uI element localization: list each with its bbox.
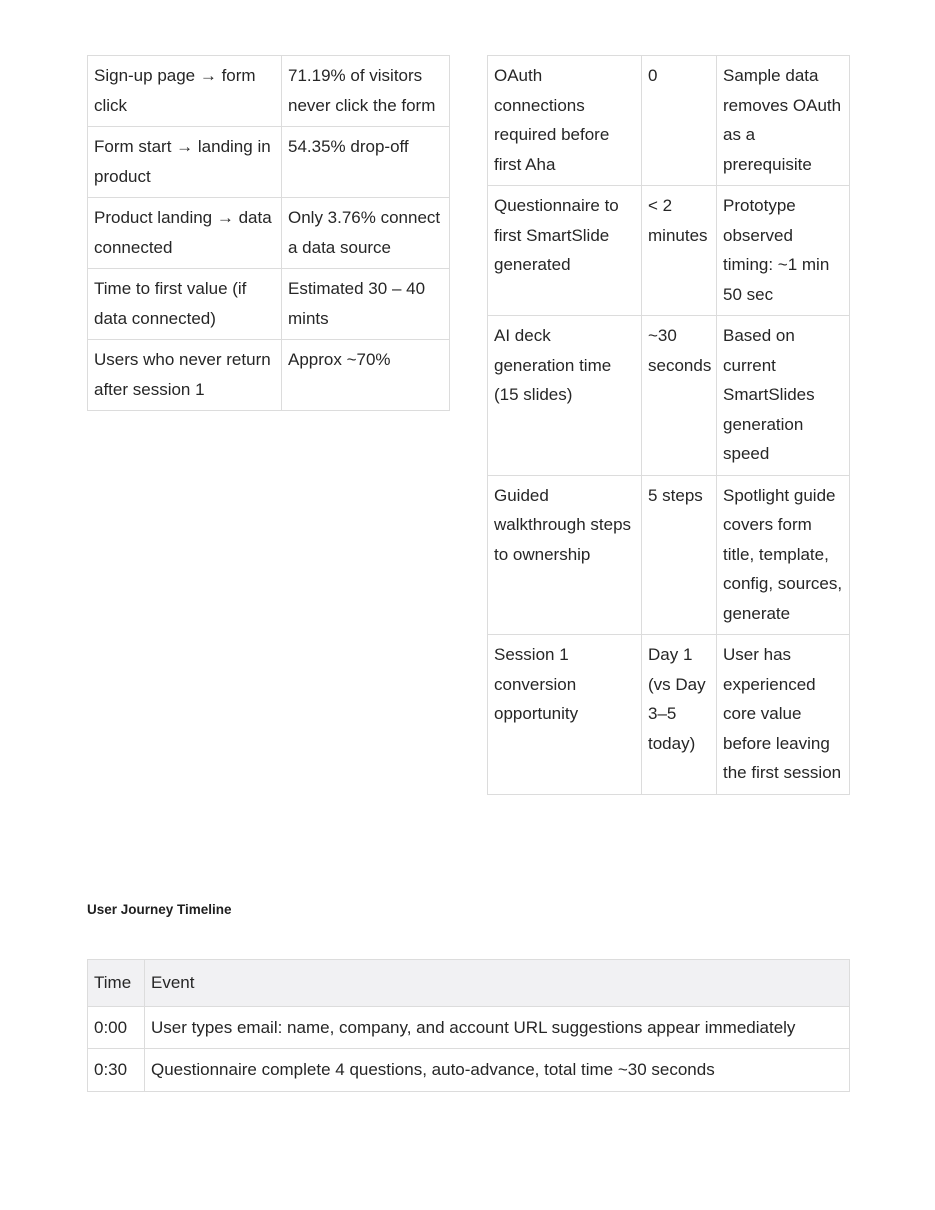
table-row xyxy=(88,127,450,198)
table-cell: Only 3.76% connect a data source xyxy=(282,198,450,269)
table-cell: Questionnaire complete 4 questions, auto-advance, total time ~30 seconds xyxy=(145,1049,850,1092)
funnel-metrics-table xyxy=(87,55,450,411)
user-journey-timeline-table xyxy=(87,959,850,1092)
table-cell: Spotlight guide covers form title, template, config, sources, generate xyxy=(717,475,850,635)
table-cell: 0 xyxy=(642,56,717,186)
table-header-row xyxy=(88,960,850,1007)
table-cell: Sign-up page → form click xyxy=(88,56,282,127)
table-row xyxy=(488,635,850,795)
table-row xyxy=(88,56,450,127)
table-cell: 71.19% of visitors never click the form xyxy=(282,56,450,127)
table-cell: 0:00 xyxy=(88,1006,145,1049)
table-row xyxy=(88,1006,850,1049)
table-row xyxy=(488,56,850,186)
table-cell: 0:30 xyxy=(88,1049,145,1092)
table-row xyxy=(488,475,850,635)
table-cell: Approx ~70% xyxy=(282,340,450,411)
table-cell: < 2 minutes xyxy=(642,186,717,316)
table-row xyxy=(88,1049,850,1092)
table-row xyxy=(88,340,450,411)
table-row xyxy=(488,186,850,316)
table-cell: User types email: name, company, and account URL suggestions appear immediately xyxy=(145,1006,850,1049)
table-cell: Session 1 conversion opportunity xyxy=(488,635,642,795)
table-cell: Guided walkthrough steps to ownership xyxy=(488,475,642,635)
section-heading: User Journey Timeline xyxy=(87,902,232,917)
table-row xyxy=(88,198,450,269)
table-cell: Users who never return after session 1 xyxy=(88,340,282,411)
table-cell: ~30 seconds xyxy=(642,316,717,476)
table-cell: Sample data removes OAuth as a prerequisite xyxy=(717,56,850,186)
table-cell: AI deck generation time (15 slides) xyxy=(488,316,642,476)
table-cell: Product landing → data connected xyxy=(88,198,282,269)
table-cell: Prototype observed timing: ~1 min 50 sec xyxy=(717,186,850,316)
table-cell: User has experienced core value before leaving the first session xyxy=(717,635,850,795)
table-cell: Based on current SmartSlides generation speed xyxy=(717,316,850,476)
table-cell: Questionnaire to first SmartSlide generated xyxy=(488,186,642,316)
table-cell: 54.35% drop-off xyxy=(282,127,450,198)
table-cell: OAuth connections required before first Aha xyxy=(488,56,642,186)
table-row xyxy=(88,269,450,340)
target-metrics-table xyxy=(487,55,850,795)
table-row xyxy=(488,316,850,476)
column-header-event: Event xyxy=(145,960,850,1007)
table-cell: Estimated 30 – 40 mints xyxy=(282,269,450,340)
column-header-time: Time xyxy=(88,960,145,1007)
table-cell: Time to first value (if data connected) xyxy=(88,269,282,340)
table-cell: Day 1 (vs Day 3–5 today) xyxy=(642,635,717,795)
table-cell: 5 steps xyxy=(642,475,717,635)
table-cell: Form start → landing in product xyxy=(88,127,282,198)
